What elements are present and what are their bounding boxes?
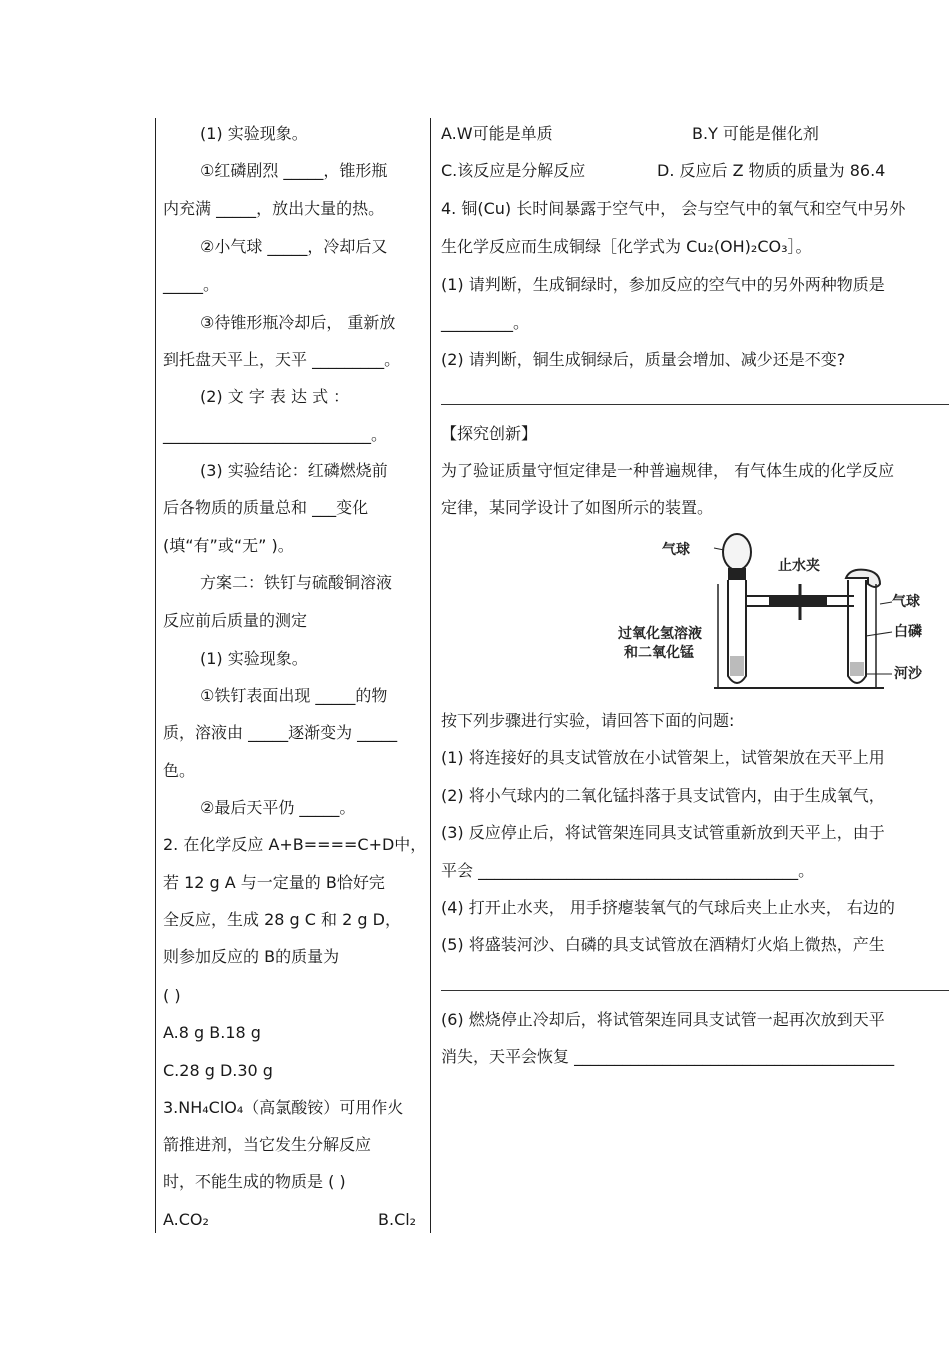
label-sand: 河沙 — [894, 666, 922, 682]
text-line: _____。 — [163, 275, 220, 294]
label-clamp: 止水夹 — [778, 558, 820, 574]
text-line: (1) 请判断，生成铜绿时，参加反应的空气中的另外两种物质是 — [441, 275, 885, 294]
text-line: (6) 燃烧停止冷却后，将试管架连同具支试管一起再次放到天平 — [441, 1010, 885, 1029]
text-line: 消失，天平会恢复 ________________________________________ — [441, 1047, 895, 1066]
text-line: 为了验证质量守恒定律是一种普遍规律， 有气体生成的化学反应 — [441, 461, 895, 480]
text-line: ①铁钉表面出现 _____的物 — [200, 686, 388, 705]
option-a: A.W可能是单质 — [441, 124, 553, 143]
text-line: (1) 实验现象。 — [200, 124, 308, 143]
text-line: 后各物质的质量总和 ___变化 — [163, 498, 369, 517]
text-line: 生化学反应而生成铜绿［化学式为 Cu₂(OH)₂CO₃］。 — [441, 237, 812, 256]
text-line: (4) 打开止水夹， 用手挤瘪装氧气的气球后夹上止水夹， 右边的 — [441, 898, 895, 917]
label-balloon-left: 气球 — [662, 542, 690, 558]
text-line: 时，不能生成的物质是 ( ) — [163, 1172, 346, 1191]
text-line: 全反应，生成 28 g C 和 2 g D， — [163, 910, 401, 929]
column-divider — [430, 118, 431, 1233]
text-line: (5) 将盛装河沙、白磷的具支试管放在酒精灯火焰上微热，产生 — [441, 935, 885, 954]
text-line: __________________________。 — [163, 425, 388, 444]
text-line: (3) 实验结论：红磷燃烧前 — [200, 461, 388, 480]
option-d: D. 反应后 Z 物质的质量为 86.4 — [657, 161, 886, 180]
text-line: B.Cl₂ — [378, 1210, 417, 1229]
text-line: ③待锥形瓶冷却后， 重新放 — [200, 313, 396, 332]
text-line: 定律，某同学设计了如图所示的装置。 — [441, 498, 714, 517]
text-line: (3) 反应停止后，将试管架连同具支试管重新放到天平上，由于 — [441, 823, 885, 842]
option-b: B.Y 可能是催化剂 — [692, 124, 819, 143]
text-line: 质，溶液由 _____逐渐变为 _____ — [163, 723, 398, 742]
option-c: C.该反应是分解反应 — [441, 161, 586, 180]
text-line: A.8 g B.18 g — [163, 1023, 261, 1042]
text-line: 反应前后质量的测定 — [163, 611, 308, 630]
text-line: A.CO₂ — [163, 1210, 209, 1229]
text-line: 方案二：铁钉与硫酸铜溶液 — [200, 573, 393, 592]
text-line: ( ) — [163, 986, 181, 1005]
text-line: 4. 铜(Cu) 长时间暴露于空气中， 会与空气中的氧气和空气中另外 — [441, 199, 906, 218]
text-line: ②最后天平仍 _____。 — [200, 798, 356, 817]
text-line: 箭推进剂，当它发生分解反应 — [163, 1135, 372, 1154]
text-line: 到托盘天平上，天平 _________。 — [163, 350, 401, 369]
text-line: 按下列步骤进行实验，请回答下面的问题: — [441, 711, 735, 730]
text-line: 内充满 _____，放出大量的热。 — [163, 199, 385, 218]
text-line: _________。 — [441, 313, 530, 332]
apparatus-figure — [614, 528, 934, 696]
label-reagent-line2: 和二氧化锰 — [624, 645, 694, 661]
answer-line — [441, 404, 949, 405]
label-white-phosphorus: 白磷 — [894, 624, 922, 640]
text-line: C.28 g D.30 g — [163, 1061, 273, 1080]
text-line: 平会 ________________________________________。 — [441, 861, 815, 880]
left-column-rule — [155, 118, 156, 1233]
label-reagent-line1: 过氧化氢溶液 — [618, 626, 702, 642]
text-line: 则参加反应的 B的质量为 — [163, 947, 340, 966]
label-balloon-right: 气球 — [892, 594, 920, 610]
text-line: (1) 将连接好的具支试管放在小试管架上，试管架放在天平上用 — [441, 748, 885, 767]
text-line: (2) 文 字 表 达 式 ： — [200, 387, 350, 406]
text-line: (1) 实验现象。 — [200, 649, 308, 668]
text-line: 3.NH₄ClO₄（高氯酸铵）可用作火 — [163, 1098, 404, 1117]
answer-line — [441, 990, 949, 991]
text-line: 若 12 g A 与一定量的 B恰好完 — [163, 873, 385, 892]
text-line: 色。 — [163, 761, 196, 780]
text-line: ①红磷剧烈 _____，锥形瓶 — [200, 161, 388, 180]
text-line: (2) 将小气球内的二氧化锰抖落于具支试管内，由于生成氧气， — [441, 786, 885, 805]
text-line: 2. 在化学反应 A+B====C+D中， — [163, 835, 427, 854]
section-heading: 【探究创新】 — [441, 424, 538, 443]
text-line: (填“有”或“无” )。 — [163, 536, 294, 555]
text-line: (2) 请判断，铜生成铜绿后，质量会增加、减少还是不变? — [441, 350, 846, 369]
text-line: ②小气球 _____，冷却后又 — [200, 237, 388, 256]
